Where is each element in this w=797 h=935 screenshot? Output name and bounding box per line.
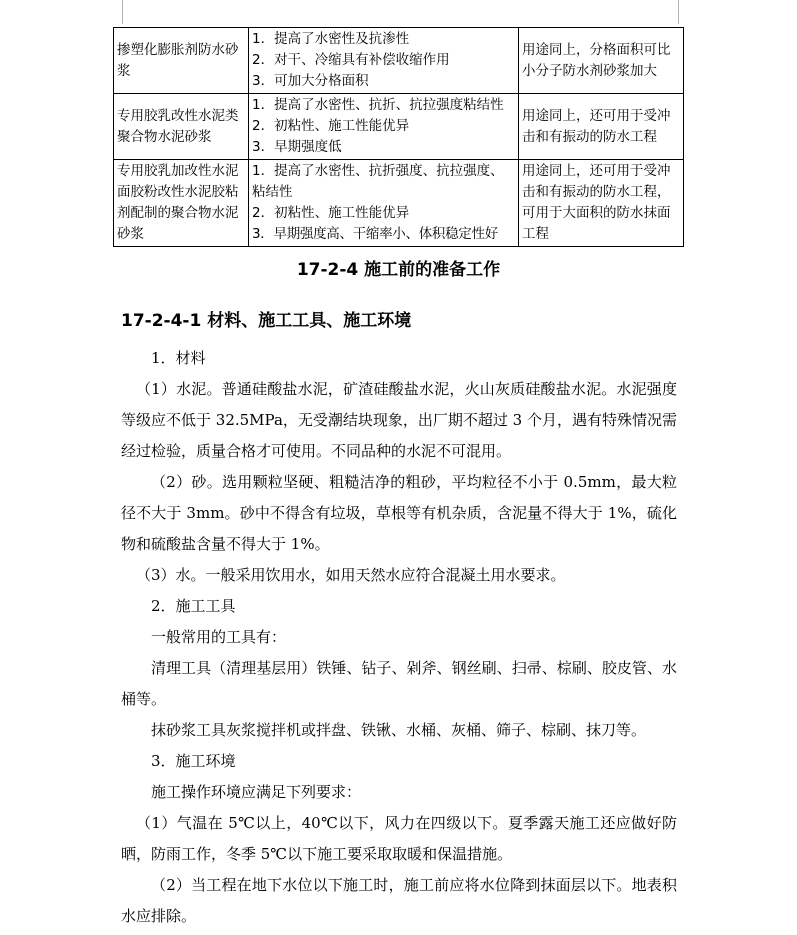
- feature-item: 2．对干、冷缩具有补偿收缩作用: [252, 52, 450, 68]
- paragraph-cleaning-tools: 清理工具（清理基层用）铁锤、钻子、剁斧、钢丝刷、扫帚、棕刷、胶皮管、水桶等。: [121, 659, 677, 708]
- usage-cell: 用途同上，分格面积可比小分子防水剂砂浆加大: [519, 28, 684, 94]
- paragraph-temperature: （1）气温在 5℃以上，40℃以下，风力在四级以下。夏季露天施工还应做好防晒，防雨工作，冬季 5℃以下施工要采取取暖和保温措施。: [121, 814, 677, 863]
- paragraph-environment-intro: 施工操作环境应满足下列要求：: [151, 783, 362, 801]
- feature-item: 1．提高了水密性、抗折强度、抗拉强度、粘结性: [252, 163, 504, 200]
- features-cell: [249, 160, 519, 247]
- mortar-table: [113, 27, 684, 247]
- material-name-cell: 专用胶乳改性水泥类聚合物水泥砂浆: [114, 94, 249, 160]
- heading-environment: 3．施工环境: [151, 752, 236, 770]
- feature-item: 1．提高了水密性、抗折、抗拉强度粘结性: [252, 97, 504, 113]
- crop-mark-left: [122, 0, 123, 24]
- subsection-title: 17-2-4-1 材料、施工工具、施工环境: [121, 311, 412, 331]
- section-title: 17-2-4 施工前的准备工作: [296, 260, 501, 280]
- paragraph-water: （3）水。一般采用饮用水，如用天然水应符合混凝土用水要求。: [136, 566, 566, 584]
- table-row: [114, 28, 684, 94]
- table-row: [114, 94, 684, 160]
- paragraph-tools-intro: 一般常用的工具有：: [151, 628, 287, 646]
- document-body: [121, 343, 677, 932]
- feature-item: 2．初粘性、施工性能优异: [252, 205, 410, 221]
- paragraph-plastering-tools: 抹砂浆工具灰浆搅拌机或拌盘、铁锹、水桶、灰桶、筛子、棕刷、抹刀等。: [151, 721, 647, 739]
- heading-tools: 2．施工工具: [151, 597, 236, 615]
- paragraph-sand: （2）砂。选用颗粒坚硬、粗糙洁净的粗砂，平均粒径不小于 0.5mm，最大粒径不大于 3mm。砂中不得含有垃圾，草根等有机杂质，含泥量不得大于 1%，硫化物和硫酸盐含量不得大于 1%。: [121, 473, 677, 553]
- material-name-cell: 专用胶乳加改性水泥面胶粉改性水泥胶粘剂配制的聚合物水泥砂浆: [114, 160, 249, 247]
- feature-item: 1．提高了水密性及抗渗性: [252, 31, 410, 47]
- feature-item: 3．可加大分格面积: [252, 73, 369, 89]
- usage-cell: 用途同上，还可用于受冲击和有振动的防水工程，可用于大面积的防水抹面工程: [519, 160, 684, 247]
- material-name-cell: 掺塑化膨胀剂防水砂浆: [114, 28, 249, 94]
- paragraph-groundwater: （2）当工程在地下水位以下施工时，施工前应将水位降到抹面层以下。地表积水应排除。: [121, 876, 677, 925]
- table-row: [114, 160, 684, 247]
- heading-materials: 1．材料: [151, 349, 206, 367]
- usage-cell: 用途同上，还可用于受冲击和有振动的防水工程: [519, 94, 684, 160]
- feature-item: 3．早期强度低: [252, 139, 342, 155]
- features-cell: [249, 94, 519, 160]
- paragraph-cement: （1）水泥。普通硅酸盐水泥，矿渣硅酸盐水泥，火山灰质硅酸盐水泥。水泥强度等级应不低于 32.5MPa，无受潮结块现象，出厂期不超过 3 个月，遇有特殊情况需经过检验，质量合格才可使用。不同品种的水泥不可混用。: [121, 380, 677, 460]
- feature-item: 3．早期强度高、干缩率小、体积稳定性好: [252, 226, 498, 242]
- crop-mark-right: [678, 0, 679, 24]
- features-cell: [249, 28, 519, 94]
- feature-item: 2．初粘性、施工性能优异: [252, 118, 410, 134]
